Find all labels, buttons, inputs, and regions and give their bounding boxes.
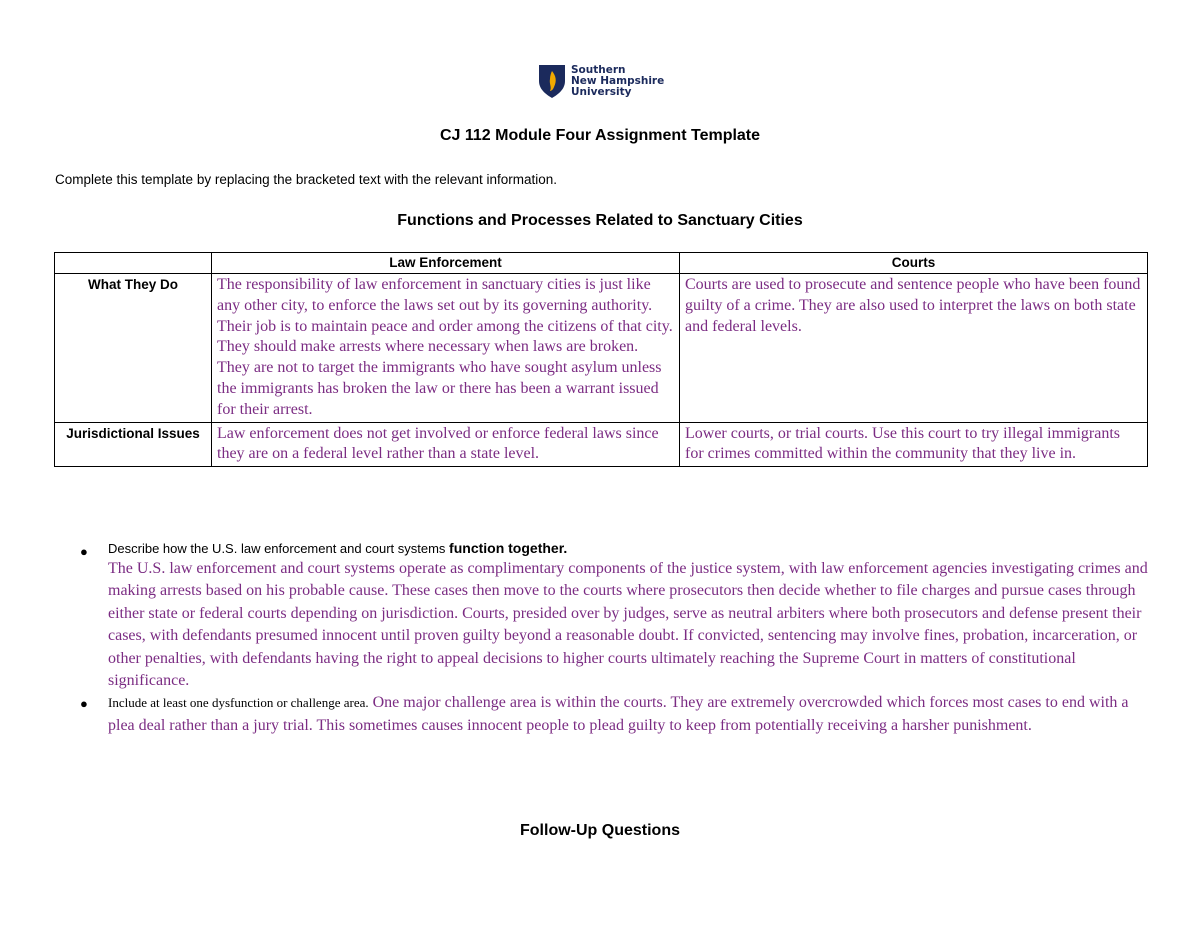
- cell-law-enforcement-jurisdiction: Law enforcement does not get involved or enforce federal laws since they are on a federal level rather than a state level.: [212, 422, 680, 467]
- cell-law-enforcement-what: The responsibility of law enforcement in sanctuary cities is just like any other city, to enforce the laws set out by its governing authority. Their job is to maintain peace and order among the citizens of that city. They should make arrests where necessary when laws are broken. They are not to target the immigrants who have sought asylum unless the immigrants has broken the law or there has been a warrant issued for their arrest.: [212, 274, 680, 423]
- list-item: [80, 692, 1150, 737]
- bullet-prompt-bold: function together.: [449, 540, 568, 556]
- bullet-prompt: Include at least one dysfunction or challenge area.: [108, 695, 369, 711]
- cell-courts-jurisdiction: Lower courts, or trial courts. Use this court to try illegal immigrants for crimes committed within the community that they live in.: [680, 422, 1148, 467]
- logo-line-3: University: [571, 85, 632, 98]
- table-header-law-enforcement: Law Enforcement: [212, 253, 680, 274]
- logo-line-2: New Hampshire: [571, 74, 665, 87]
- table-header-courts: Courts: [680, 253, 1148, 274]
- row-label-what-they-do: What They Do: [55, 274, 212, 423]
- logo-wordmark: [571, 65, 664, 98]
- bullet-prompt: Describe how the U.S. law enforcement and court systems: [108, 541, 450, 556]
- instructions-text: Complete this template by replacing the bracketed text with the relevant information.: [55, 172, 558, 187]
- table-header-row: [55, 253, 1148, 274]
- snhu-logo: [537, 63, 664, 99]
- section-title: Functions and Processes Related to Sanctuary Cities: [397, 212, 803, 229]
- bullet-list: [80, 540, 1150, 737]
- sanctuary-cities-table: [54, 252, 1148, 467]
- row-label-jurisdictional-issues: Jurisdictional Issues: [55, 422, 212, 467]
- bullet-answer: The U.S. law enforcement and court systems operate as complimentary components of the justice system, with law enforcement agencies investigating crimes and making arrests based on his probable cause. These cases then move to the courts where prosecutors then decide whether to file charges and pursue cases through either state or federal courts depending on jurisdiction. Courts, presided over by judges, serve as neutral arbiters where both prosecutors and defense present their cases, with defendants presumed innocent until proven guilty beyond a reasonable doubt. If convicted, sentencing may involve fines, probation, incarceration, or other penalties, with defendants having the right to appeal decisions to higher courts ultimately reaching the Supreme Court in matters of constitutional significance.: [108, 560, 1148, 690]
- table-row: [55, 274, 1148, 423]
- list-item: [80, 540, 1150, 692]
- table-header-empty: [55, 253, 212, 274]
- bullet-icon: ●: [80, 696, 88, 712]
- table-row: [55, 422, 1148, 467]
- document-title: CJ 112 Module Four Assignment Template: [439, 127, 761, 144]
- cell-courts-what: Courts are used to prosecute and sentence people who have been found guilty of a crime. They are also used to interpret the laws on both state and federal levels.: [680, 274, 1148, 423]
- logo-line-1: Southern: [571, 63, 626, 76]
- bullet-answer: One major challenge area is within the courts. They are extremely overcrowded which forces most cases to end with a plea deal rather than a jury trial. This sometimes causes innocent people to plead guilty to keep from potentially receiving a harsher punishment.: [108, 694, 1129, 734]
- followup-title: Follow-Up Questions: [520, 822, 680, 839]
- bullet-icon: ●: [80, 544, 88, 559]
- shield-icon: [537, 63, 567, 99]
